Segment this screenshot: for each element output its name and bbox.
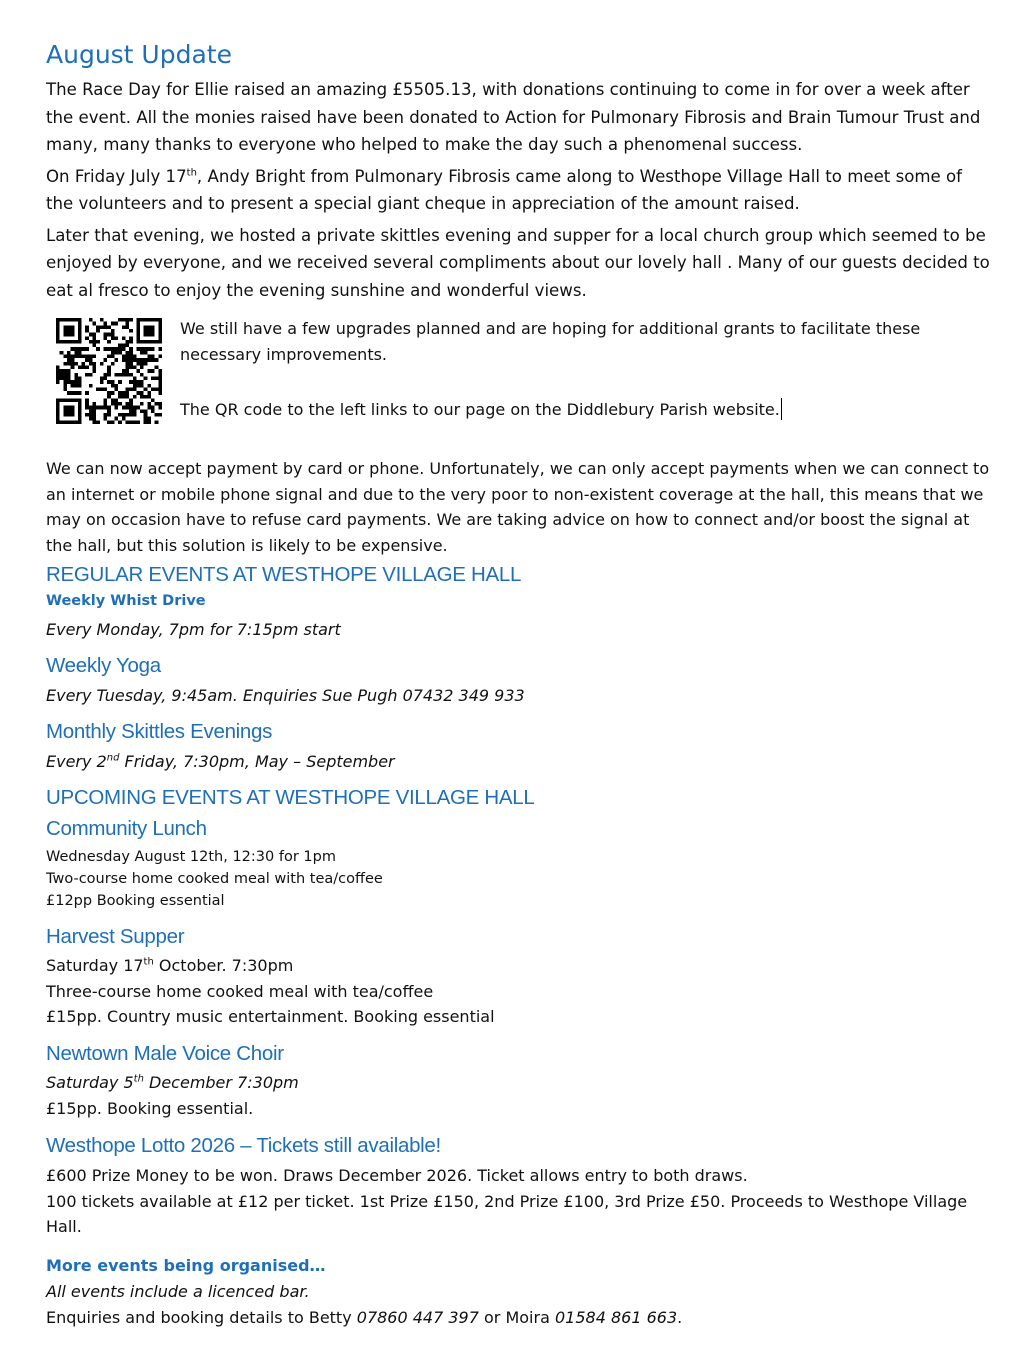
lunch-details	[46, 846, 991, 912]
qr-link-line: The QR code to the left links to our page on the Diddlebury Parish website.	[180, 400, 780, 420]
enquiries-text-a: Enquiries and booking details to Betty	[46, 1307, 357, 1327]
qr-text-block	[180, 316, 980, 423]
harvest-line-3: £15pp. Country music entertainment. Booking essential	[46, 1007, 495, 1027]
whist-title: Weekly Whist Drive	[46, 593, 206, 609]
skittles-title: Monthly Skittles Evenings	[46, 720, 273, 743]
lunch-line-1: Wednesday August 12th, 12:30 for 1pm	[46, 849, 336, 865]
harvest-title: Harvest Supper	[46, 925, 185, 948]
yoga-title: Weekly Yoga	[46, 654, 161, 677]
regular-events-heading: REGULAR EVENTS AT WESTHOPE VILLAGE HALL	[46, 563, 522, 586]
intro-paragraph-1: The Race Day for Ellie raised an amazing £5505.13, with donations continuing to come in for over a week after the event. All the monies raised have been donated to Action for Pulmonary Fibrosis and Brain Tumour Trust and many, many thanks to everyone who helped to make the day such a phenomenal success.	[46, 80, 981, 154]
intro-paragraph-2-sup: th	[186, 166, 197, 178]
betty-phone: 07860 447 397	[356, 1307, 479, 1327]
harvest-line-1-sup: th	[143, 956, 154, 968]
lunch-line-2: Two-course home cooked meal with tea/coffee	[46, 871, 383, 887]
qr-link-text	[180, 397, 980, 423]
harvest-line-1-a: Saturday 17	[46, 956, 144, 975]
lunch-line-3: £12pp Booking essential	[46, 893, 225, 909]
lotto-line-2: 100 tickets available at £12 per ticket. 1st Prize £150, 2nd Prize £100, 3rd Prize £50. Proceeds to Westhope Village Hall.	[46, 1191, 968, 1237]
choir-line-1-a: Saturday 5	[46, 1073, 134, 1092]
lotto-details	[46, 1163, 991, 1240]
choir-line-1-b: December 7:30pm	[143, 1073, 299, 1092]
qr-code-icon	[56, 318, 162, 424]
harvest-line-1	[46, 953, 991, 979]
licenced-bar-text: All events include a licenced bar.	[46, 1282, 310, 1301]
payment-section	[46, 456, 991, 559]
intro-paragraph-3: Later that evening, we hosted a private skittles evening and supper for a local church group which seemed to be enjoyed by everyone, and we received several compliments about our lovely hall . Many of our guests decided to eat al fresco to enjoy the evening sunshine and wonderful views.	[46, 225, 990, 300]
payment-paragraph: We can now accept payment by card or phone. Unfortunately, we can only accept payments when we can connect to an internet or mobile phone signal and due to the very poor to non-existent coverage at the hall, this means that we may on occasion have to refuse card payments. We are taking advice on how to connect and/or boost the signal at the hall, but this solution is likely to be expensive.	[46, 459, 990, 556]
upgrades-text: We still have a few upgrades planned and are hoping for additional grants to facilitate these necessary improvements.	[180, 319, 921, 364]
choir-line-1-sup: th	[133, 1073, 144, 1085]
skittles-detail-sup: nd	[106, 752, 120, 764]
page-title: August Update	[46, 40, 232, 69]
harvest-line-1-b: October. 7:30pm	[153, 956, 294, 975]
moira-phone: 01584 861 663	[554, 1307, 678, 1327]
skittles-detail-a: Every 2	[46, 752, 107, 771]
harvest-details	[46, 953, 991, 1030]
lotto-line-1: £600 Prize Money to be won. Draws December 2026. Ticket allows entry to both draws.	[46, 1166, 748, 1185]
choir-line-2: £15pp. Booking essential.	[46, 1098, 254, 1118]
choir-line-1	[46, 1070, 991, 1096]
yoga-detail: Every Tuesday, 9:45am. Enquiries Sue Pugh 07432 349 933	[46, 686, 525, 705]
text-cursor	[781, 398, 782, 420]
harvest-line-2: Three-course home cooked meal with tea/coffee	[46, 981, 434, 1001]
intro-paragraph-2-b: , Andy Bright from Pulmonary Fibrosis came along to Westhope Village Hall to meet some of the volunteers and to present a special giant cheque in appreciation of the amount raised.	[46, 166, 963, 213]
choir-details	[46, 1070, 991, 1121]
choir-title: Newtown Male Voice Choir	[46, 1042, 284, 1065]
whist-detail: Every Monday, 7pm for 7:15pm start	[46, 620, 341, 639]
footer-details	[46, 1279, 991, 1330]
skittles-detail-b: Friday, 7:30pm, May – September	[119, 752, 395, 771]
more-events-heading: More events being organised…	[46, 1256, 326, 1275]
intro-paragraph-2	[46, 163, 991, 218]
enquiries-text	[46, 1305, 991, 1331]
lotto-title: Westhope Lotto 2026 – Tickets still available!	[46, 1134, 441, 1157]
intro-section	[46, 76, 991, 304]
intro-paragraph-2-a: On Friday July 17	[46, 166, 187, 186]
skittles-detail	[46, 749, 991, 775]
enquiries-text-b: or Moira	[478, 1307, 555, 1327]
lunch-title: Community Lunch	[46, 817, 207, 840]
upcoming-events-heading: UPCOMING EVENTS AT WESTHOPE VILLAGE HALL	[46, 786, 535, 809]
enquiries-text-c: .	[677, 1307, 683, 1327]
